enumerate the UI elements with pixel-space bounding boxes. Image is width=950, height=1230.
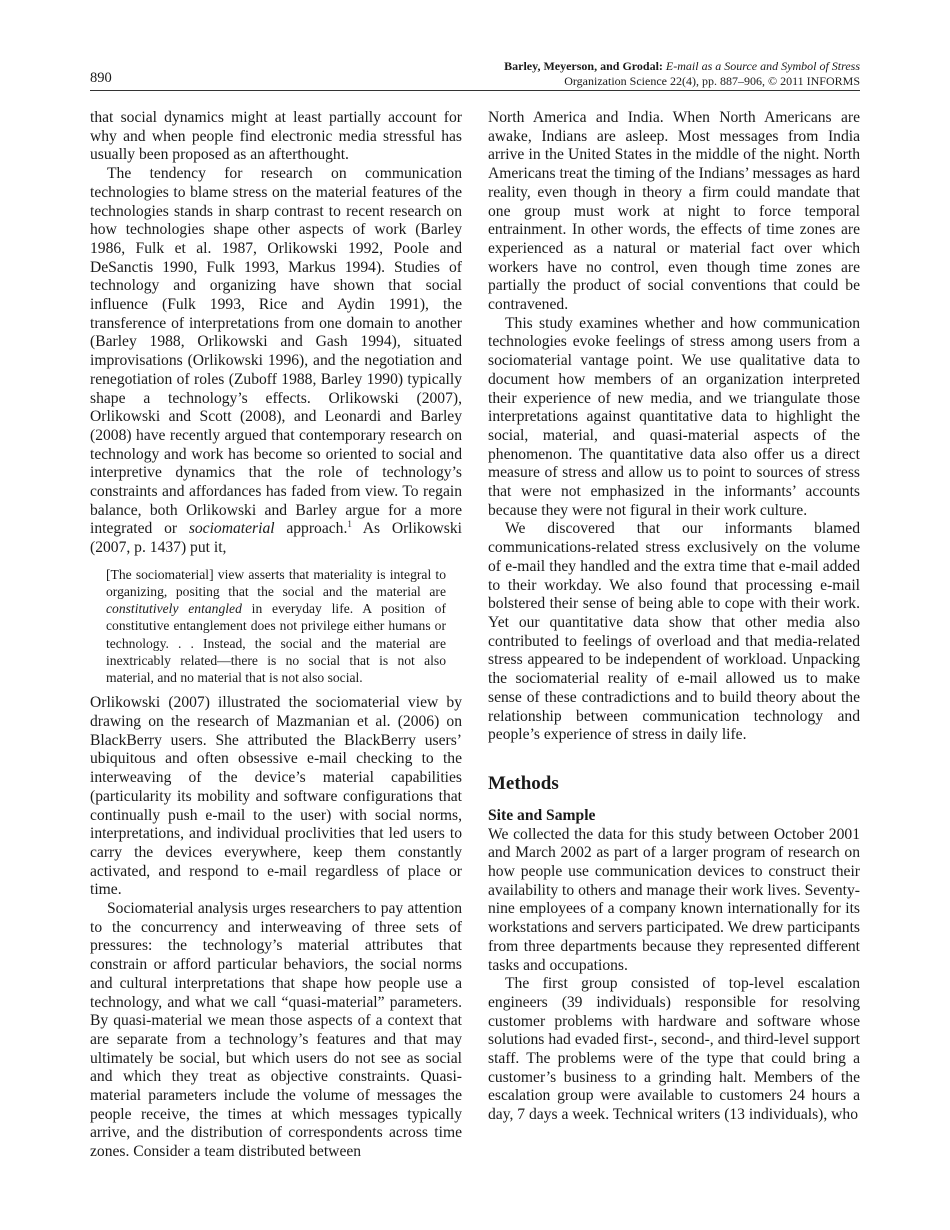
page-number: 890 [90, 70, 112, 86]
paragraph: Sociomaterial analysis urges researchers to pay attention to the concurrency and interweaving of three sets of pressures: the technology’s material attributes that constrain or afford particular behaviors, the social norms and cultural interpretations that shape how people use a technology, and what we call “quasi-material” parameters. By quasi-material we mean those aspects of a context that are separate from a technology’s features and that may ultimately be social, but which users do not see as social and which they treat as objective constraints. Quasi-material parameters include the volume of messages the people receive, the times at which messages typically arrive, and the distribution of correspondents across time zones. Consider a team distributed between [90, 900, 462, 1161]
running-header-citation: Organization Science 22(4), pp. 887–906, © 2011 INFORMS [564, 74, 860, 88]
block-quote: [The sociomaterial] view asserts that materiality is integral to organizing, positing that the social and the material are constitutively entangled in everyday life. A position of constitutive entanglement does not privilege either humans or technology. . . Instead, the social and the material are inextricably related—there is no social that is not also material, and no material that is not also social. [106, 566, 446, 686]
paragraph: Orlikowski (2007) illustrated the sociomaterial view by drawing on the research of Mazmanian et al. (2006) on BlackBerry users. She attributed the BlackBerry users’ ubiquitous and often obsessive e-mail checking to the interweaving of the device’s material capabilities (particularity its mobility and software configurations that continually push e-mail to the user) with social norms, interpretations, and individual proclivities that led users to carry the devices everywhere, keep them constantly activated, and respond to e-mail regardless of place or time. [90, 694, 462, 899]
running-header-title: E-mail as a Source and Symbol of Stress [665, 59, 860, 73]
paragraph: The first group consisted of top-level escalation engineers (39 individuals) responsible for resolving customer problems with hardware and software whose solutions had evaded first-, second-, and third-level support staff. The problems were of the type that could bring a customer’s business to a grinding halt. Members of the escalation group were available to customers 24 hours a day, 7 days a week. Technical writers (13 individuals), who [488, 975, 860, 1124]
section-heading-methods: Methods [488, 772, 559, 794]
running-header-authors: Barley, Meyerson, and Grodal: [504, 59, 663, 73]
running-header [504, 59, 860, 89]
paragraph: We collected the data for this study between October 2001 and March 2002 as part of a larger program of research on how people use communication devices to construct their availability to others and manage their work lives. Seventy-nine employees of a company known internationally for its workstations and servers participated. We drew participants from three departments because they represented different tasks and occupations. [488, 825, 860, 974]
paragraph: The tendency for research on communication technologies to blame stress on the material features of the technologies stands in sharp contrast to recent research on how technologies shape other aspects of work (Barley 1986, Fulk et al. 1987, Orlikowski 1992, Poole and DeSanctis 1990, Fulk 1993, Markus 1994). Studies of technology and organizing have shown that social influence (Fulk 1993, Rice and Aydin 1991), the transference of interpretations from one domain to another (Barley 1988, Orlikowski and Gash 1994), situated improvisations (Orlikowski 1996), and the negotiation and renegotiation of roles (Zuboff 1988, Barley 1990) typically shape a technology’s effects. Orlikowski (2007), Orlikowski and Scott (2008), and Leonardi and Barley (2008) have recently argued that contemporary research on technology and work has become so oriented to social and interpretive dynamics that the role of technology’s constraints and affordances has faded from view. To regain balance, both Orlikowski and Barley argue for a more integrated or sociomaterial approach.$^1$ As Orlikowski (2007, p. 1437) put it, [90, 165, 462, 557]
subsection-heading-site-and-sample: Site and Sample [488, 806, 596, 824]
paragraph: This study examines whether and how communication technologies evoke feelings of stress among users from a sociomaterial vantage point. We use qualitative data to document how members of an organization interpreted their experience of new media, and we triangulate those interpretations against quantitative data to highlight the social, material, and quasi-material aspects of the phenomenon. The quantitative data also offer us a direct measure of stress and allow us to point to sources of stress that were not emphasized in the informants’ accounts because they were not figural in their work culture. [488, 314, 860, 519]
footnote-marker: 1 [347, 519, 352, 530]
paragraph: We discovered that our informants blamed communications-related stress exclusively on the volume of e-mail they handled and the extra time that e-mail added to their workday. We also found that processing e-mail bolstered their sense of being able to cope with their work. Yet our quantitative data show that other media also contributed to feelings of overload and that media-related stress appeared to be independent of workload. Unpacking the sociomaterial reality of e-mail allowed us to make sense of these contradictions and to build theory about the relationship between communication technology and people’s experience of stress in daily life. [488, 520, 860, 744]
header-divider [90, 90, 860, 91]
paragraph: that social dynamics might at least partially account for why and when people find electronic media stressful has usually been proposed as an afterthought. [90, 109, 462, 164]
right-column [488, 109, 860, 1125]
left-column [90, 109, 462, 1162]
paragraph: North America and India. When North Americans are awake, Indians are asleep. Most messages from India arrive in the United States in the middle of the night. North Americans treat the timing of the Indians’ messages as hard reality, even though in theory a firm could mandate that one group must work at night to force temporal entrainment. In other words, the effects of time zones are experienced as a natural or material fact over which workers have no control, even though time zones are partially the product of social conventions that could be contravened. [488, 109, 860, 314]
